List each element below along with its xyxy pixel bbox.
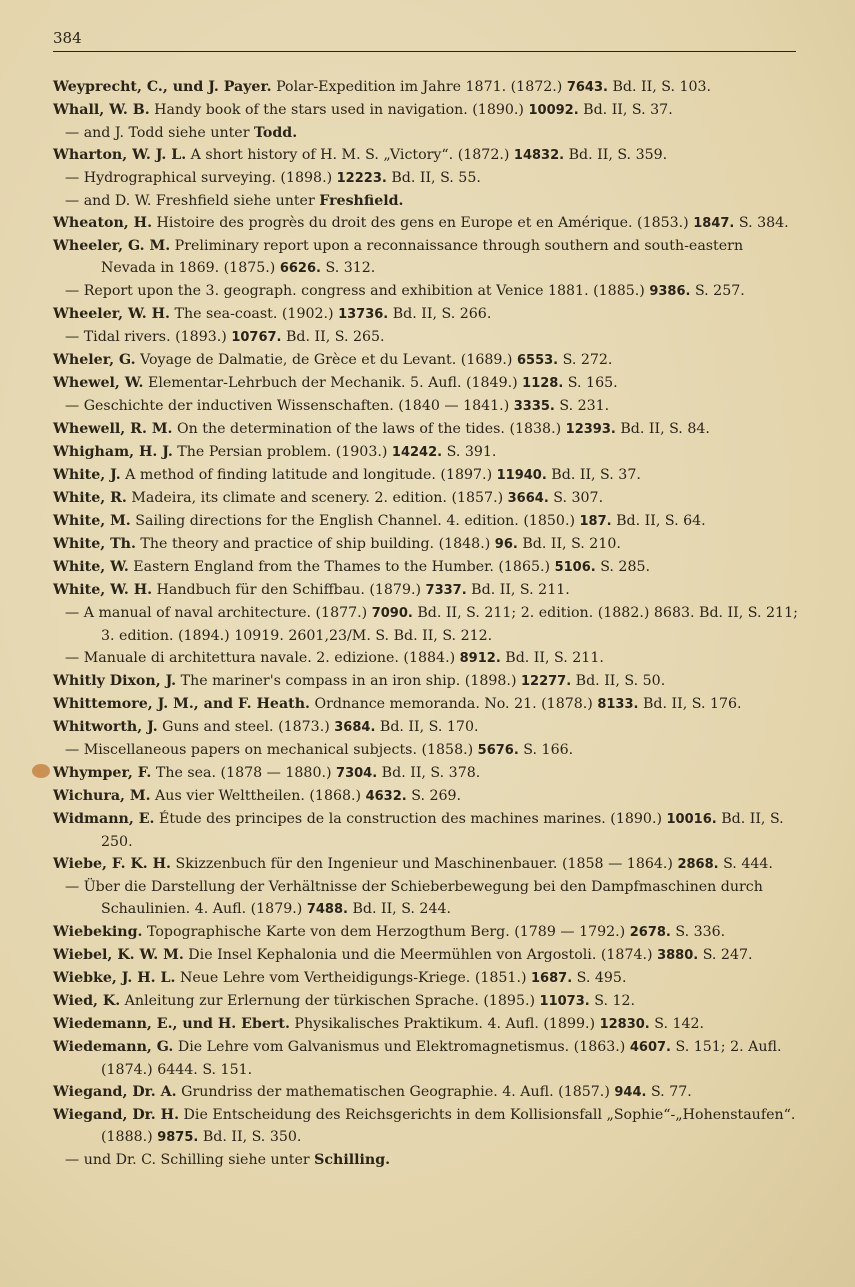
entry-volume-page: S. 285. <box>595 559 651 575</box>
entry-text: A manual of naval architecture. (1877.) <box>83 605 372 621</box>
entry-text: Hydrographical surveying. (1898.) <box>83 170 337 186</box>
entry-volume-page: Bd. II, S. 211. <box>500 650 604 666</box>
entry-text: Die Lehre vom Galvanismus und Elektromagnetismus. (1863.) <box>173 1039 630 1055</box>
entry-dash: — <box>65 1152 84 1168</box>
catalog-entry <box>53 716 801 739</box>
entry-catalog-number: 7488. <box>306 902 348 917</box>
entry-volume-page: S. 444. <box>718 856 773 872</box>
catalog-entry <box>53 349 801 372</box>
entry-text: A method of finding latitude and longitude. (1897.) <box>120 467 497 483</box>
catalog-entry <box>53 1149 801 1171</box>
entry-catalog-number: 10092. <box>528 103 579 118</box>
entry-volume-page: S. 151; 2. Aufl. (1874.) 6444. S. 151. <box>101 1039 782 1078</box>
entry-volume-page: S. 257. <box>690 283 745 299</box>
entry-catalog-number: 7643. <box>566 80 608 95</box>
entry-author: Whymper, F. <box>53 765 152 781</box>
entry-text: and D. W. Freshfield siehe unter <box>83 193 320 209</box>
entry-catalog-number: 1687. <box>531 971 573 986</box>
entry-text: Die Insel Kephalonia und die Meermühlen von Argostoli. (1874.) <box>183 947 658 963</box>
entry-catalog-number: 2868. <box>677 857 719 872</box>
entry-text: Tidal rivers. (1893.) <box>83 329 232 345</box>
catalog-entry <box>53 762 801 785</box>
entry-author: Wheeler, G. M. <box>53 238 171 254</box>
entry-catalog-number: 14832. <box>513 148 565 163</box>
entry-author: Wiebeking. <box>53 924 143 940</box>
catalog-entry <box>53 944 801 967</box>
entry-catalog-number: 6553. <box>516 353 559 368</box>
entry-text: Skizzenbuch für den Ingenieur und Maschinenbauer. (1858 — 1864.) <box>171 856 678 872</box>
entry-catalog-number: 944. <box>614 1085 647 1100</box>
entry-author: Wharton, W. J. L. <box>53 147 187 163</box>
entry-author: White, Th. <box>53 536 136 552</box>
entry-catalog-number: 2678. <box>629 925 671 940</box>
entry-dash: — <box>65 605 84 621</box>
entry-catalog-number: 8133. <box>597 697 639 712</box>
entry-volume-page: Bd. II, S. 250. <box>101 811 784 850</box>
catalog-entry <box>53 395 801 418</box>
entry-volume-page: S. 166. <box>518 742 574 758</box>
entry-text: and J. Todd siehe unter <box>83 125 254 141</box>
catalog-entry <box>53 280 801 303</box>
entry-volume-page: S. 165. <box>563 375 618 391</box>
entry-dash: — <box>65 650 84 666</box>
entry-dash: — <box>65 283 84 299</box>
entry-text: Topographische Karte von dem Herzogthum Berg. (1789 — 1792.) <box>142 924 630 940</box>
entry-author: White, M. <box>53 513 131 529</box>
entry-dash: — <box>65 879 84 895</box>
entry-catalog-number: 5106. <box>554 560 596 575</box>
entry-author: Wheaton, H. <box>53 215 153 231</box>
catalog-entry <box>53 418 801 441</box>
catalog-entry <box>53 921 801 944</box>
entry-catalog-number: 14242. <box>391 445 443 460</box>
entry-volume-page: Bd. II, S. 37. <box>578 102 673 118</box>
catalog-entry <box>53 510 801 533</box>
entry-catalog-number: 7304. <box>336 766 378 781</box>
catalog-entry <box>53 967 801 990</box>
entry-author: Wiebe, F. K. H. <box>53 856 172 872</box>
entry-text: Eastern England from the Thames to the Humber. (1865.) <box>128 559 555 575</box>
entry-author: Whittemore, J. M., and F. Heath. <box>53 696 310 712</box>
catalog-entry <box>53 808 801 853</box>
entry-text: und Dr. C. Schilling siehe unter <box>83 1152 315 1168</box>
entry-volume-page: Bd. II, S. 103. <box>607 79 712 95</box>
catalog-entry <box>53 556 801 579</box>
catalog-entry <box>53 212 801 235</box>
entry-text: Étude des principes de la construction des machines marines. (1890.) <box>154 811 667 827</box>
entry-volume-page: Bd. II, S. 50. <box>571 673 666 689</box>
entry-volume-page: Bd. II, S. 265. <box>281 329 385 345</box>
entry-list <box>53 76 801 1171</box>
catalog-entry <box>53 464 801 487</box>
entry-volume-page: Bd. II, S. 266. <box>388 306 492 322</box>
entry-volume-page: S. 336. <box>670 924 726 940</box>
entry-text: Guns and steel. (1873.) <box>157 719 335 735</box>
entry-dash: — <box>65 193 84 209</box>
entry-text: Anleitung zur Erlernung der türkischen Sprache. (1895.) <box>120 993 540 1009</box>
entry-text: The sea-coast. (1902.) <box>169 306 339 322</box>
entry-catalog-number: 4607. <box>629 1040 671 1055</box>
entry-volume-page: S. 391. <box>442 444 497 460</box>
catalog-entry <box>53 99 801 122</box>
entry-text: Aus vier Welttheilen. (1868.) <box>150 788 366 804</box>
entry-text: Geschichte der inductiven Wissenschaften. (1840 — 1841.) <box>83 398 514 414</box>
entry-volume-page: S. 247. <box>698 947 753 963</box>
entry-catalog-number: 6626. <box>279 261 321 276</box>
catalog-entry <box>53 487 801 510</box>
entry-author: Wiebke, J. H. L. <box>53 970 176 986</box>
entry-text: Über die Darstellung der Verhältnisse der Schieberbewegung bei den Dampfmaschinen durch Schaulinien. 4. Aufl. (1879.) <box>83 879 763 917</box>
catalog-entry <box>53 853 801 876</box>
entry-author: Wiebel, K. W. M. <box>53 947 184 963</box>
paper-stain <box>32 764 50 778</box>
entry-volume-page: S. 272. <box>558 352 613 368</box>
entry-author: Whigham, H. J. <box>53 444 173 460</box>
entry-author: Schilling. <box>314 1152 391 1168</box>
entry-text: The mariner's compass in an iron ship. (1898.) <box>176 673 521 689</box>
entry-text: The sea. (1878 — 1880.) <box>151 765 337 781</box>
entry-volume-page: Bd. II, S. 244. <box>347 901 452 917</box>
entry-catalog-number: 12393. <box>565 422 616 437</box>
entry-volume-page: Bd. II, S. 176. <box>638 696 742 712</box>
entry-text: The Persian problem. (1903.) <box>172 444 392 460</box>
entry-author: Wheler, G. <box>53 352 136 368</box>
entry-catalog-number: 187. <box>579 514 612 529</box>
entry-catalog-number: 8912. <box>459 651 501 666</box>
catalog-entry <box>53 1081 801 1104</box>
entry-author: Wiegand, Dr. A. <box>53 1084 177 1100</box>
entry-text: On the determination of the laws of the tides. (1838.) <box>172 421 566 437</box>
entry-text: Sailing directions for the English Channel. 4. edition. (1850.) <box>130 513 580 529</box>
entry-text: Miscellaneous papers on mechanical subjects. (1858.) <box>83 742 478 758</box>
entry-volume-page: Bd. II, S. 170. <box>375 719 479 735</box>
entry-author: Whall, W. B. <box>53 102 150 118</box>
entry-text: Die Entscheidung des Reichsgerichts in dem Kollisionsfall „Sophie“-„Hohenstaufen“. (1888.) <box>101 1107 796 1145</box>
entry-catalog-number: 10767. <box>231 330 282 345</box>
catalog-entry <box>53 372 801 395</box>
catalog-entry <box>53 876 801 921</box>
catalog-entry <box>53 785 801 808</box>
entry-author: Freshfield. <box>319 193 404 209</box>
entry-catalog-number: 7090. <box>371 606 413 621</box>
entry-text: Handy book of the stars used in navigation. (1890.) <box>149 102 529 118</box>
entry-volume-page: Bd. II, S. 37. <box>546 467 641 483</box>
entry-text: Histoire des progrès du droit des gens en Europe et en Amérique. (1853.) <box>152 215 694 231</box>
entry-volume-page: S. 231. <box>554 398 610 414</box>
entry-volume-page: S. 384. <box>734 215 789 231</box>
entry-catalog-number: 3684. <box>334 720 376 735</box>
entry-text: Manuale di architettura navale. 2. edizione. (1884.) <box>83 650 460 666</box>
entry-catalog-number: 12830. <box>599 1017 650 1032</box>
entry-catalog-number: 1128. <box>522 376 564 391</box>
entry-dash: — <box>65 329 84 345</box>
catalog-entry <box>53 1036 801 1081</box>
entry-catalog-number: 12277. <box>520 674 572 689</box>
entry-text: Polar-Expedition im Jahre 1871. (1872.) <box>271 79 567 95</box>
catalog-entry <box>53 579 801 602</box>
catalog-entry <box>53 693 801 716</box>
entry-volume-page: Bd. II, S. 64. <box>611 513 706 529</box>
entry-author: Wied, K. <box>53 993 121 1009</box>
entry-author: White, W. <box>53 559 129 575</box>
entry-catalog-number: 12223. <box>336 171 387 186</box>
entry-volume-page: Bd. II, S. 84. <box>615 421 710 437</box>
entry-volume-page: Bd. II, S. 350. <box>198 1129 302 1145</box>
entry-author: Wiedemann, G. <box>53 1039 174 1055</box>
entry-catalog-number: 1847. <box>693 216 735 231</box>
entry-text: Ordnance memoranda. No. 21. (1878.) <box>309 696 598 712</box>
entry-text: A short history of H. M. S. „Victory“. (1872.) <box>186 147 514 163</box>
catalog-entry <box>53 303 801 326</box>
entry-catalog-number: 10016. <box>666 812 717 827</box>
catalog-entry <box>53 990 801 1013</box>
entry-text: Grundriss der mathematischen Geographie. 4. Aufl. (1857.) <box>176 1084 615 1100</box>
entry-catalog-number: 11940. <box>496 468 547 483</box>
entry-volume-page: Bd. II, S. 210. <box>517 536 621 552</box>
catalog-entry <box>53 167 801 190</box>
entry-text: Voyage de Dalmatie, de Grèce et du Levant. (1689.) <box>135 352 517 368</box>
entry-volume-page: S. 77. <box>646 1084 692 1100</box>
entry-text: Preliminary report upon a reconnaissance through southern and south-eastern Nevada in 1869. (1875.) <box>101 238 744 276</box>
entry-volume-page: Bd. II, S. 211; 2. edition. (1882.) 8683. Bd. II, S. 211; 3. edition. (1894.) 10919. 2601,23/M. S. Bd. II, S. 212. <box>101 605 798 644</box>
entry-author: White, W. H. <box>53 582 153 598</box>
entry-dash: — <box>65 170 84 186</box>
entry-catalog-number: 13736. <box>338 307 389 322</box>
entry-author: Widmann, E. <box>53 811 155 827</box>
catalog-entry <box>53 533 801 556</box>
catalog-entry <box>53 1104 801 1149</box>
entry-volume-page: S. 142. <box>649 1016 705 1032</box>
entry-dash: — <box>65 742 84 758</box>
entry-catalog-number: 9386. <box>649 284 691 299</box>
entry-author: Whewel, W. <box>53 375 144 391</box>
catalog-entry <box>53 326 801 349</box>
entry-volume-page: Bd. II, S. 359. <box>564 147 668 163</box>
header-rule <box>53 51 796 52</box>
entry-text: Report upon the 3. geograph. congress and exhibition at Venice 1881. (1885.) <box>83 283 650 299</box>
entry-catalog-number: 96. <box>494 537 518 552</box>
page-number: 384 <box>53 29 82 47</box>
entry-volume-page: Bd. II, S. 211. <box>466 582 570 598</box>
entry-catalog-number: 4632. <box>365 789 407 804</box>
entry-author: Wheeler, W. H. <box>53 306 170 322</box>
catalog-entry <box>53 739 801 762</box>
entry-volume-page: Bd. II, S. 378. <box>377 765 481 781</box>
entry-author: Whewell, R. M. <box>53 421 173 437</box>
catalog-entry <box>53 76 801 99</box>
catalog-entry <box>53 647 801 670</box>
entry-text: Elementar-Lehrbuch der Mechanik. 5. Aufl. (1849.) <box>143 375 523 391</box>
catalog-entry <box>53 144 801 167</box>
entry-text: The theory and practice of ship building. (1848.) <box>135 536 495 552</box>
entry-catalog-number: 9875. <box>157 1130 199 1145</box>
catalog-entry <box>53 670 801 693</box>
entry-author: White, J. <box>53 467 121 483</box>
entry-catalog-number: 7337. <box>425 583 467 598</box>
entry-text: Physikalisches Praktikum. 4. Aufl. (1899.) <box>289 1016 600 1032</box>
catalog-entry <box>53 190 801 212</box>
catalog-entry <box>53 602 801 647</box>
entry-catalog-number: 11073. <box>539 994 590 1009</box>
catalog-entry <box>53 1013 801 1036</box>
entry-volume-page: S. 312. <box>320 260 376 276</box>
entry-volume-page: Bd. II, S. 55. <box>386 170 481 186</box>
entry-author: Whitly Dixon, J. <box>53 673 177 689</box>
entry-author: Wiegand, Dr. H. <box>53 1107 180 1123</box>
entry-catalog-number: 5676. <box>477 743 519 758</box>
entry-author: Wichura, M. <box>53 788 151 804</box>
entry-dash: — <box>65 125 84 141</box>
catalog-entry <box>53 122 801 144</box>
entry-dash: — <box>65 398 84 414</box>
entry-text: Handbuch für den Schiffbau. (1879.) <box>152 582 426 598</box>
catalog-entry <box>53 235 801 280</box>
entry-author: Weyprecht, C., und J. Payer. <box>53 79 272 95</box>
entry-volume-page: S. 12. <box>589 993 636 1009</box>
entry-volume-page: S. 269. <box>406 788 462 804</box>
entry-volume-page: S. 307. <box>548 490 604 506</box>
entry-catalog-number: 3880. <box>657 948 699 963</box>
entry-catalog-number: 3335. <box>513 399 555 414</box>
entry-author: White, R. <box>53 490 127 506</box>
catalog-entry <box>53 441 801 464</box>
entry-text: Madeira, its climate and scenery. 2. edition. (1857.) <box>126 490 508 506</box>
entry-author: Whitworth, J. <box>53 719 158 735</box>
entry-author: Todd. <box>254 125 298 141</box>
entry-text: Neue Lehre vom Vertheidigungs-Kriege. (1851.) <box>175 970 532 986</box>
entry-volume-page: S. 495. <box>572 970 627 986</box>
entry-catalog-number: 3664. <box>507 491 549 506</box>
entry-author: Wiedemann, E., und H. Ebert. <box>53 1016 290 1032</box>
